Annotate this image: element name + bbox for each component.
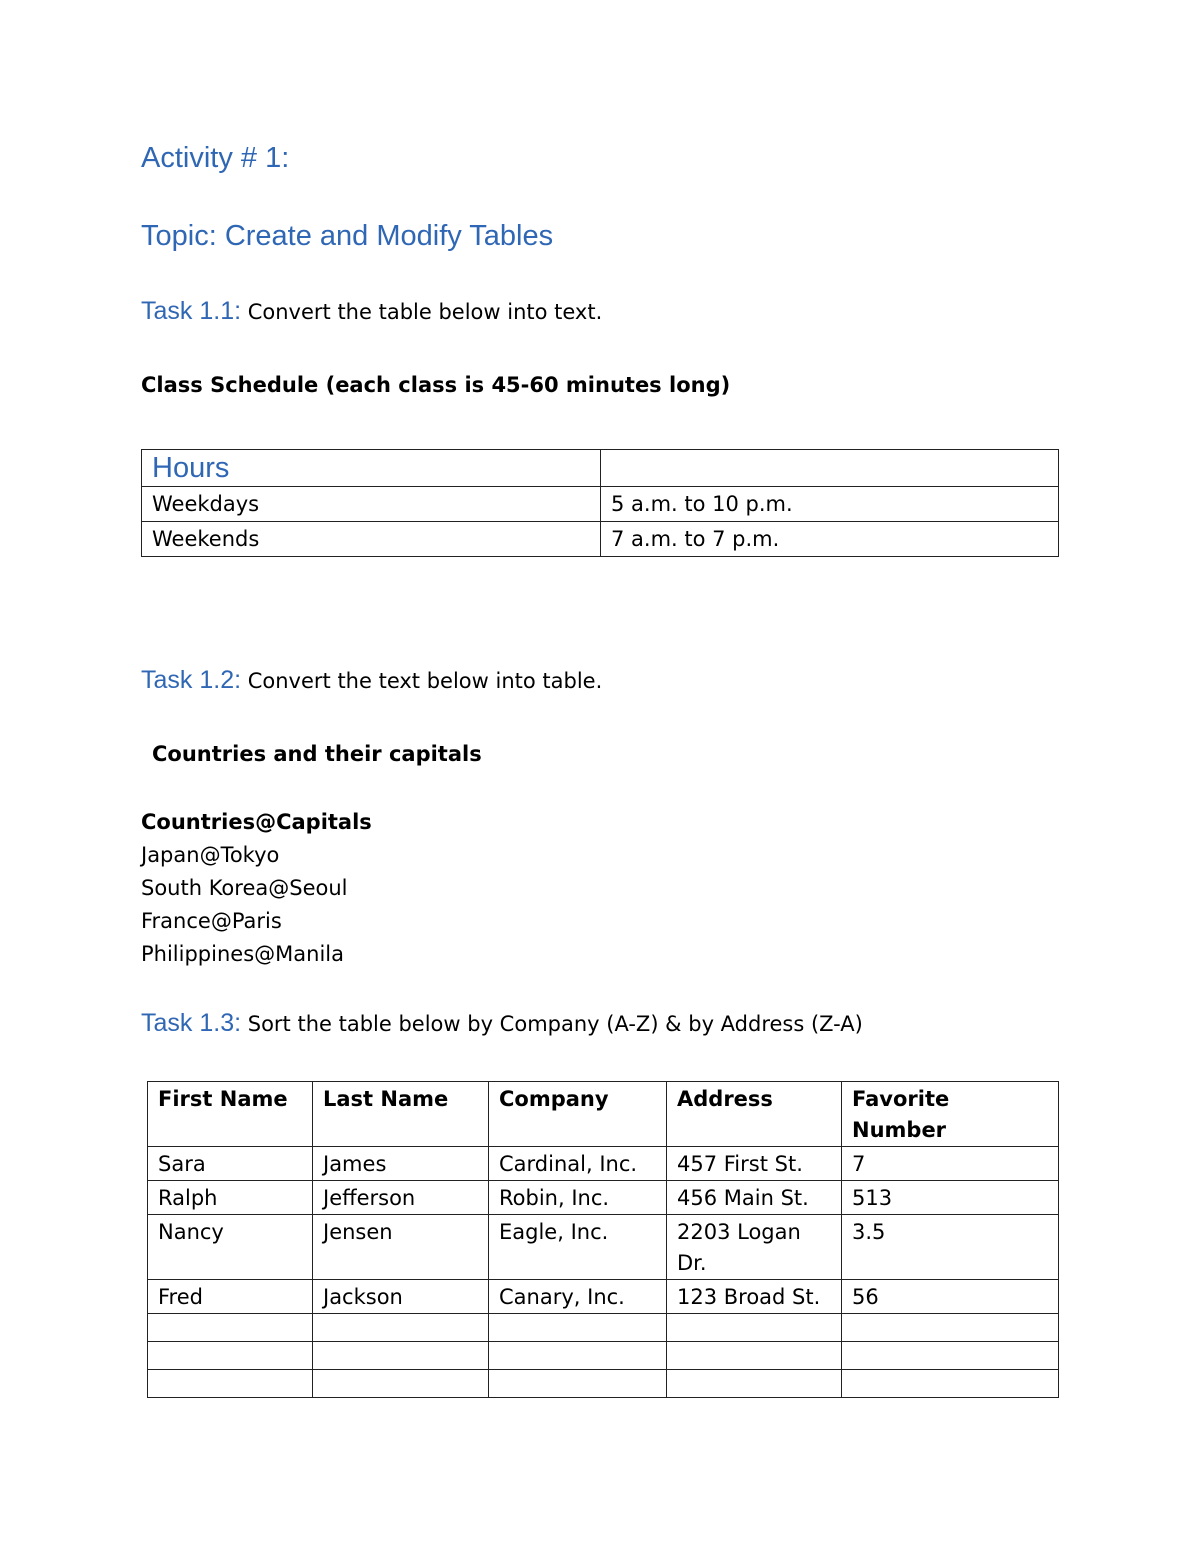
table-row bbox=[142, 450, 1059, 487]
task-1-1-label: Task 1.1: bbox=[141, 297, 242, 325]
table-cell: 123 Broad St. bbox=[667, 1280, 842, 1314]
table-cell: Hours bbox=[142, 450, 601, 487]
column-header: Company bbox=[489, 1082, 667, 1147]
list-item: Japan@Tokyo bbox=[141, 843, 280, 867]
table-cell bbox=[489, 1314, 667, 1342]
table-cell: James bbox=[313, 1147, 489, 1181]
table-cell bbox=[313, 1370, 489, 1398]
class-schedule-caption: Class Schedule (each class is 45-60 minutes long) bbox=[141, 373, 731, 397]
table-cell bbox=[313, 1314, 489, 1342]
list-item: South Korea@Seoul bbox=[141, 876, 348, 900]
table-cell bbox=[667, 1314, 842, 1342]
table-cell bbox=[667, 1370, 842, 1398]
task-1-2-text: Convert the text below into table. bbox=[241, 669, 603, 693]
task-1-1-text: Convert the table below into text. bbox=[241, 300, 603, 324]
task-1-3 bbox=[141, 1009, 863, 1038]
table-cell: Eagle, Inc. bbox=[489, 1215, 667, 1280]
table-cell: Ralph bbox=[148, 1181, 313, 1215]
table-row bbox=[142, 522, 1059, 557]
table-cell: 56 bbox=[842, 1280, 1059, 1314]
table-cell: 513 bbox=[842, 1181, 1059, 1215]
table-cell: 3.5 bbox=[842, 1215, 1059, 1280]
column-header: Address bbox=[667, 1082, 842, 1147]
list-item: Philippines@Manila bbox=[141, 942, 344, 966]
table-row bbox=[148, 1215, 1059, 1280]
table-cell: Weekends bbox=[142, 522, 601, 557]
table-header-row bbox=[148, 1082, 1059, 1147]
table-cell bbox=[667, 1342, 842, 1370]
table-cell: 7 a.m. to 7 p.m. bbox=[601, 522, 1059, 557]
activity-title: Activity # 1: bbox=[141, 142, 290, 174]
empty-table-row bbox=[148, 1342, 1059, 1370]
countries-text-block bbox=[141, 806, 372, 971]
table-cell bbox=[489, 1342, 667, 1370]
table-cell: Fred bbox=[148, 1280, 313, 1314]
table-cell bbox=[842, 1370, 1059, 1398]
task-1-2 bbox=[141, 666, 602, 695]
task-1-3-label: Task 1.3: bbox=[141, 1009, 242, 1037]
task-1-1 bbox=[141, 297, 602, 326]
table-cell: Weekdays bbox=[142, 487, 601, 522]
table-cell: Nancy bbox=[148, 1215, 313, 1280]
table-row bbox=[148, 1280, 1059, 1314]
table-cell bbox=[313, 1342, 489, 1370]
topic-title: Topic: Create and Modify Tables bbox=[141, 220, 554, 252]
column-header: Last Name bbox=[313, 1082, 489, 1147]
table-cell: Canary, Inc. bbox=[489, 1280, 667, 1314]
table-cell: 456 Main St. bbox=[667, 1181, 842, 1215]
empty-table-row bbox=[148, 1370, 1059, 1398]
table-cell: Jackson bbox=[313, 1280, 489, 1314]
countries-header-line: Countries@Capitals bbox=[141, 810, 372, 834]
table-cell bbox=[489, 1370, 667, 1398]
table-cell bbox=[842, 1342, 1059, 1370]
column-header: Favorite Number bbox=[842, 1082, 1059, 1147]
contacts-table bbox=[147, 1081, 1059, 1398]
table-cell bbox=[601, 450, 1059, 487]
column-header: First Name bbox=[148, 1082, 313, 1147]
table-cell: 7 bbox=[842, 1147, 1059, 1181]
task-1-3-text: Sort the table below by Company (A-Z) & by Address (Z-A) bbox=[241, 1012, 863, 1036]
table-cell: 457 First St. bbox=[667, 1147, 842, 1181]
table-cell: 2203 Logan Dr. bbox=[667, 1215, 842, 1280]
table-row bbox=[148, 1181, 1059, 1215]
task-1-2-label: Task 1.2: bbox=[141, 666, 242, 694]
table-cell: 5 a.m. to 10 p.m. bbox=[601, 487, 1059, 522]
table-row bbox=[142, 487, 1059, 522]
table-cell: Sara bbox=[148, 1147, 313, 1181]
table-cell bbox=[842, 1314, 1059, 1342]
table-cell: Cardinal, Inc. bbox=[489, 1147, 667, 1181]
hours-table bbox=[141, 449, 1059, 557]
table-cell: Robin, Inc. bbox=[489, 1181, 667, 1215]
list-item: France@Paris bbox=[141, 909, 282, 933]
table-cell: Jensen bbox=[313, 1215, 489, 1280]
table-cell: Jefferson bbox=[313, 1181, 489, 1215]
empty-table-row bbox=[148, 1314, 1059, 1342]
countries-caption: Countries and their capitals bbox=[152, 742, 482, 766]
table-cell bbox=[148, 1314, 313, 1342]
table-row bbox=[148, 1147, 1059, 1181]
table-cell bbox=[148, 1342, 313, 1370]
table-cell bbox=[148, 1370, 313, 1398]
